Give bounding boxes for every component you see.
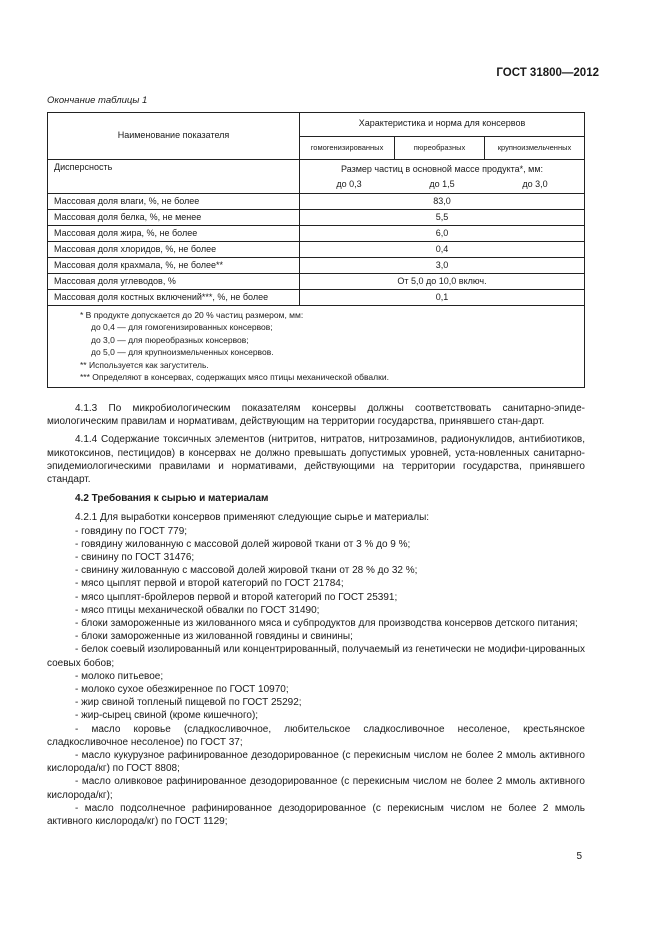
row-name: Массовая доля влаги, %, не более bbox=[48, 194, 300, 210]
row-name: Массовая доля хлоридов, %, не более bbox=[48, 242, 300, 258]
table-1 bbox=[47, 112, 585, 388]
row-value: 0,4 bbox=[300, 242, 585, 258]
paragraph-4-2-1: 4.2.1 Для выработки консервов применяют следующие сырье и материалы: bbox=[75, 512, 430, 524]
list-item: - свинину по ГОСТ 31476; bbox=[75, 552, 195, 564]
row-name: Массовая доля белка, %, не менее bbox=[48, 210, 300, 226]
table-caption: Окончание таблицы 1 bbox=[47, 95, 148, 106]
row-value: 0,1 bbox=[300, 290, 585, 306]
column-header-group: Характеристика и норма для консервов bbox=[300, 113, 585, 137]
column-header-name: Наименование показателя bbox=[48, 113, 300, 160]
list-item: - масло подсолнечное рафинированное дезодорированное (с перекисным числом не более 2 ммоль активного кислорода/кг) по ГОСТ 1129; bbox=[47, 802, 585, 828]
list-item: - масло коровье (сладкосливочное, любительское сладкосливочное несоленое, крестьянское сладкосливочное несоленое) по ГОСТ 37; bbox=[47, 723, 585, 748]
row-value: От 5,0 до 10,0 включ. bbox=[300, 274, 585, 290]
table-row bbox=[48, 242, 585, 258]
row-name-dispersion: Дисперсность bbox=[48, 160, 300, 194]
list-item: - мясо цыплят первой и второй категорий по ГОСТ 21784; bbox=[75, 578, 344, 590]
table-notes bbox=[48, 306, 585, 388]
table-note: ** Используется как загуститель. bbox=[80, 359, 209, 370]
table-row bbox=[48, 210, 585, 226]
list-item: - масло кукурузное рафинированное дезодорированное (с перекисным числом не более 2 ммоль активного кислорода/кг) по ГОСТ 8808; bbox=[47, 750, 585, 775]
dispersion-values bbox=[300, 177, 584, 192]
document-id: ГОСТ 31800—2012 bbox=[496, 67, 599, 79]
row-name: Массовая доля жира, %, не более bbox=[48, 226, 300, 242]
column-header-homogenized: гомогенизированных bbox=[300, 136, 395, 160]
table-note: до 3,0 — для пюреобразных консервов; bbox=[91, 334, 249, 345]
row-value: 83,0 bbox=[300, 194, 585, 210]
row-name: Массовая доля углеводов, % bbox=[48, 274, 300, 290]
list-item: - молоко питьевое; bbox=[75, 670, 164, 682]
list-item: - говядину жилованную с массовой долей жировой ткани от 3 % до 9 %; bbox=[75, 538, 411, 550]
row-value: 3,0 bbox=[300, 258, 585, 274]
table-note: *** Определяют в консервах, содержащих мясо птицы механической обвалки. bbox=[80, 372, 389, 383]
page-number: 5 bbox=[576, 851, 582, 862]
table-note: до 0,4 — для гомогенизированных консервов; bbox=[91, 322, 273, 333]
dispersion-cell bbox=[300, 160, 585, 194]
table-row bbox=[48, 274, 585, 290]
list-item: - жир-сырец свиной (кроме кишечного); bbox=[75, 710, 259, 722]
column-header-puree: пюреобразных bbox=[395, 136, 485, 160]
paragraph-4-1-4: 4.1.4 Содержание токсичных элементов (нитритов, нитратов, нитрозаминов, радионуклидов, антибиотиков, микотоксинов, пестицидов) в консервах не должно превышать допустимых уровней, уста-новленных санитарно-эпидемиологическими правилами и нормативами, действующими на территории государства, принявшего стандарт. bbox=[47, 434, 585, 486]
list-item: - говядину по ГОСТ 779; bbox=[75, 525, 188, 537]
list-item: - масло оливковое рафинированное дезодорированное (с перекисным числом не более 2 ммоль активного кислорода/кг); bbox=[47, 776, 585, 801]
dispersion-value: до 0,3 bbox=[336, 179, 362, 189]
body-text bbox=[47, 402, 585, 828]
list-item: - жир свиной топленый пищевой по ГОСТ 25292; bbox=[75, 697, 302, 709]
row-value: 5,5 bbox=[300, 210, 585, 226]
row-value: 6,0 bbox=[300, 226, 585, 242]
table-row bbox=[48, 290, 585, 306]
row-name: Массовая доля костных включений***, %, не более bbox=[48, 290, 300, 306]
table-note: до 5,0 — для крупноизмельченных консервов. bbox=[91, 347, 274, 358]
dispersion-description: Размер частиц в основной массе продукта*, мм: bbox=[340, 164, 544, 174]
list-item: - молоко сухое обезжиренное по ГОСТ 10970; bbox=[75, 684, 289, 696]
table-row bbox=[48, 194, 585, 210]
list-item: - мясо цыплят-бройлеров первой и второй категорий по ГОСТ 25391; bbox=[75, 591, 398, 603]
column-header-coarse: крупноизмельченных bbox=[484, 136, 584, 160]
row-name: Массовая доля крахмала, %, не более** bbox=[48, 258, 300, 274]
paragraph-4-1-3: 4.1.3 По микробиологическим показателям консервы должны соответствовать санитарно-эпиде-миологическим правилам и нормативам, действующим на территории государства, принявшего стан-дарт. bbox=[47, 403, 585, 428]
section-heading-4-2: 4.2 Требования к сырью и материалам bbox=[75, 493, 269, 505]
list-item: - белок соевый изолированный или концентрированный, получаемый из генетически не модифи-цированных соевых бобов; bbox=[47, 644, 585, 669]
table-row bbox=[48, 258, 585, 274]
table-row bbox=[48, 226, 585, 242]
dispersion-value: до 1,5 bbox=[429, 179, 455, 189]
list-item: - блоки замороженные из жилованной говядины и свинины; bbox=[75, 631, 353, 643]
list-item: - свинину жилованную с массовой долей жировой ткани от 28 % до 32 %; bbox=[75, 565, 418, 577]
table-note: * В продукте допускается до 20 % частиц размером, мм: bbox=[80, 310, 304, 320]
list-item: - блоки замороженные из жилованного мяса и субпродуктов для производства консервов детского питания; bbox=[75, 618, 578, 630]
dispersion-value: до 3,0 bbox=[522, 179, 548, 189]
list-item: - мясо птицы механической обвалки по ГОСТ 31490; bbox=[75, 604, 320, 616]
